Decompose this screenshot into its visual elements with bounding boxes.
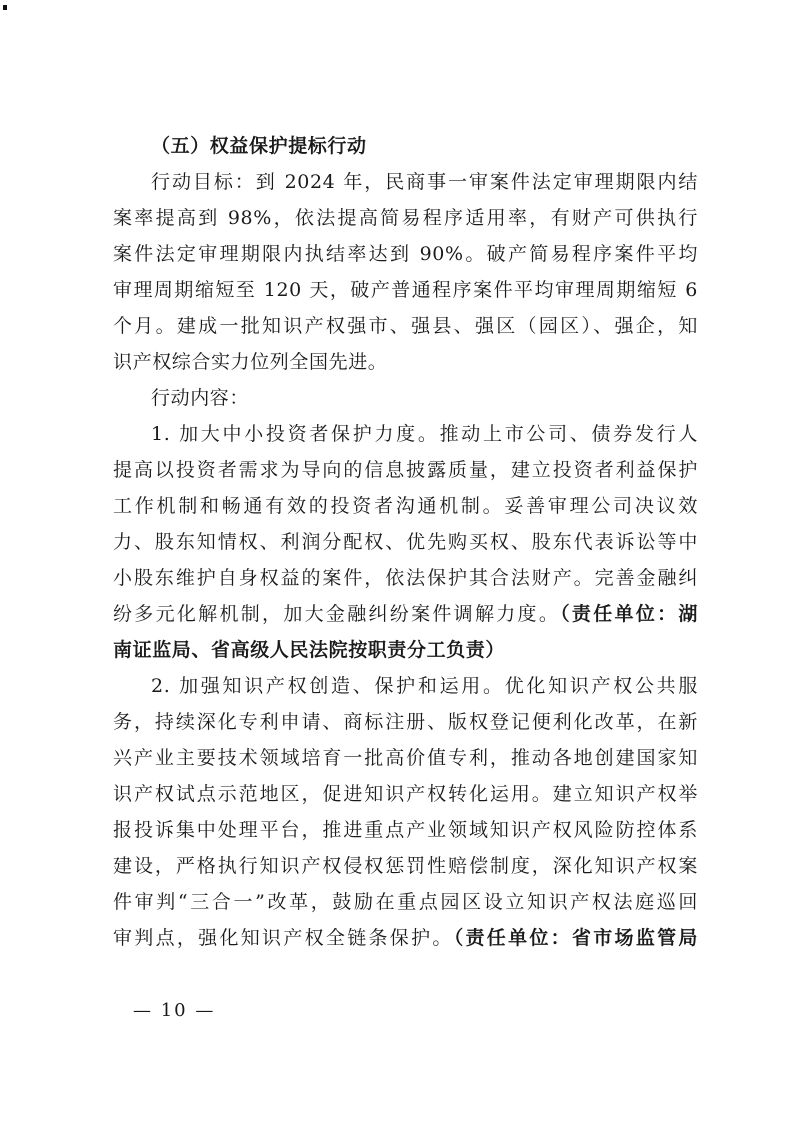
item2-line: 兴产业主要技术领域培育一批高价值专利，推动各地创建国家知 [113,747,698,769]
item1-line: 1. 加大中小投资者保护力度。推动上市公司、债券发行人 [151,423,698,445]
goal-line: 行动目标：到 2024 年，民商事一审案件法定审理期限内结 [151,171,698,193]
item2-line: 件审判“三合一”改革，鼓励在重点园区设立知识产权法庭巡回 [113,891,698,913]
page-number: — 10 — [133,1000,216,1021]
scan-corner-mark [3,5,7,10]
content-heading: 行动内容： [151,387,250,409]
goal-line: 识产权综合实力位列全国先进。 [113,351,388,373]
item2-line: 识产权试点示范地区，促进知识产权转化运用。建立知识产权举 [113,783,698,805]
item1-line: 力、股东知情权、利润分配权、优先购买权、股东代表诉讼等中 [113,531,698,553]
section-heading: （五）权益保护提标行动 [151,135,367,157]
item1-line: 纷多元化解机制，加大金融纠纷案件调解力度。（责任单位：湖 [113,603,698,625]
item2-line: 报投诉集中处理平台，推进重点产业领域知识产权风险防控体系 [113,819,698,841]
item2-line: 建设，严格执行知识产权侵权惩罚性赔偿制度，深化知识产权案 [113,855,698,877]
item2-line: 2. 加强知识产权创造、保护和运用。优化知识产权公共服 [151,675,698,697]
item1-line: 工作机制和畅通有效的投资者沟通机制。妥善审理公司决议效 [113,495,698,517]
responsibility-clause: （责任单位：省市场监管局 [453,927,699,949]
goal-line: 案件法定审理期限内执结率达到 90%。破产简易程序案件平均 [113,243,698,265]
responsibility-clause: （责任单位：湖 [560,603,698,625]
document-body [113,128,698,956]
item2-line: 务，持续深化专利申请、商标注册、版权登记便利化改革，在新 [113,711,698,733]
item1-line: 提高以投资者需求为导向的信息披露质量，建立投资者利益保护 [113,459,698,481]
item1-line: 南证监局、省高级人民法院按职责分工负责） [113,639,506,661]
goal-line: 个月。建成一批知识产权强市、强县、强区（园区）、强企，知 [113,315,698,337]
goal-line: 案率提高到 98%，依法提高简易程序适用率，有财产可供执行 [113,207,698,229]
item2-line: 审判点，强化知识产权全链条保护。（责任单位：省市场监管局 [113,927,699,949]
item1-line: 小股东维护自身权益的案件，依法保护其合法财产。完善金融纠 [113,567,698,589]
goal-line: 审理周期缩短至 120 天，破产普通程序案件平均审理周期缩短 6 [113,279,698,301]
